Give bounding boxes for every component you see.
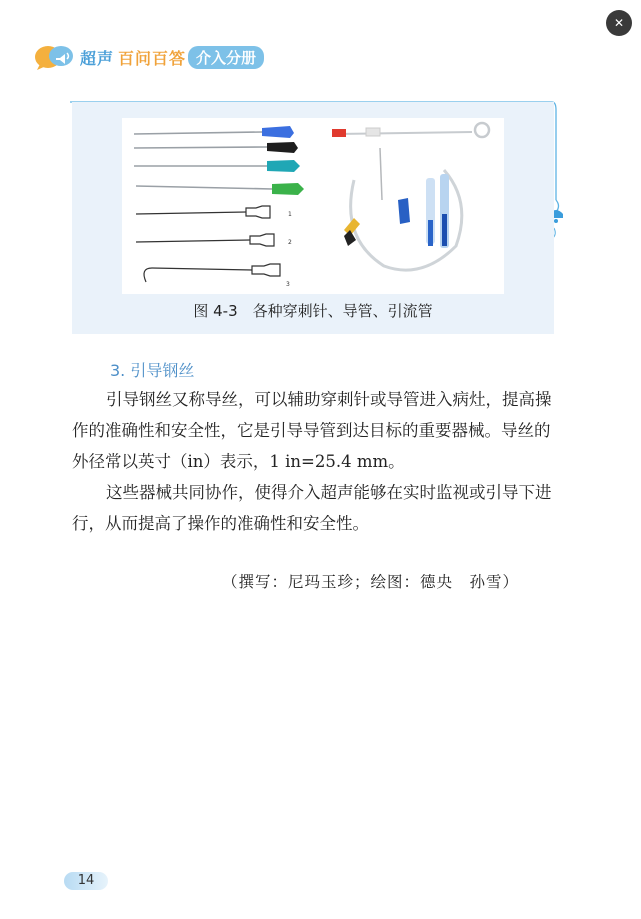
header-title-part2: 百问百答: [118, 48, 187, 68]
needle-label-2: 2: [288, 239, 292, 246]
close-icon: ✕: [613, 16, 625, 30]
page-number: 14: [64, 872, 108, 890]
header-volume-pill: 介入分册: [188, 46, 264, 69]
needle-photos: [134, 126, 304, 195]
header-title-part1: 超声: [80, 48, 115, 68]
paragraph-text: 引导钢丝又称导丝，可以辅助穿刺针或导管进入病灶，提高操作的准确性和安全性，它是引导导管到达目标的重要器械。导丝的外径常以英寸（in）表示，1 in=25.4 mm。: [72, 390, 552, 471]
catheter-photo: [332, 123, 489, 270]
figure-caption: 图 4-3 各种穿刺针、导管、引流管: [193, 302, 433, 320]
author-credit: （撰写：尼玛玉珍；绘图：德央 孙雪）: [222, 573, 520, 591]
body-paragraph: [72, 477, 562, 539]
section-heading: 3. 引导钢丝: [110, 361, 195, 380]
body-paragraph: [72, 384, 562, 477]
needle-label-1: 1: [288, 211, 292, 218]
paragraph-text: 这些器械共同协作，使得介入超声能够在实时监视或引导下进行，从而提高了操作的准确性和安全性。: [72, 483, 552, 533]
needle-label-3: 3: [286, 281, 290, 288]
instruments-photo: [122, 118, 504, 294]
figure-panel: [72, 102, 554, 334]
needle-drawings: [136, 206, 280, 282]
